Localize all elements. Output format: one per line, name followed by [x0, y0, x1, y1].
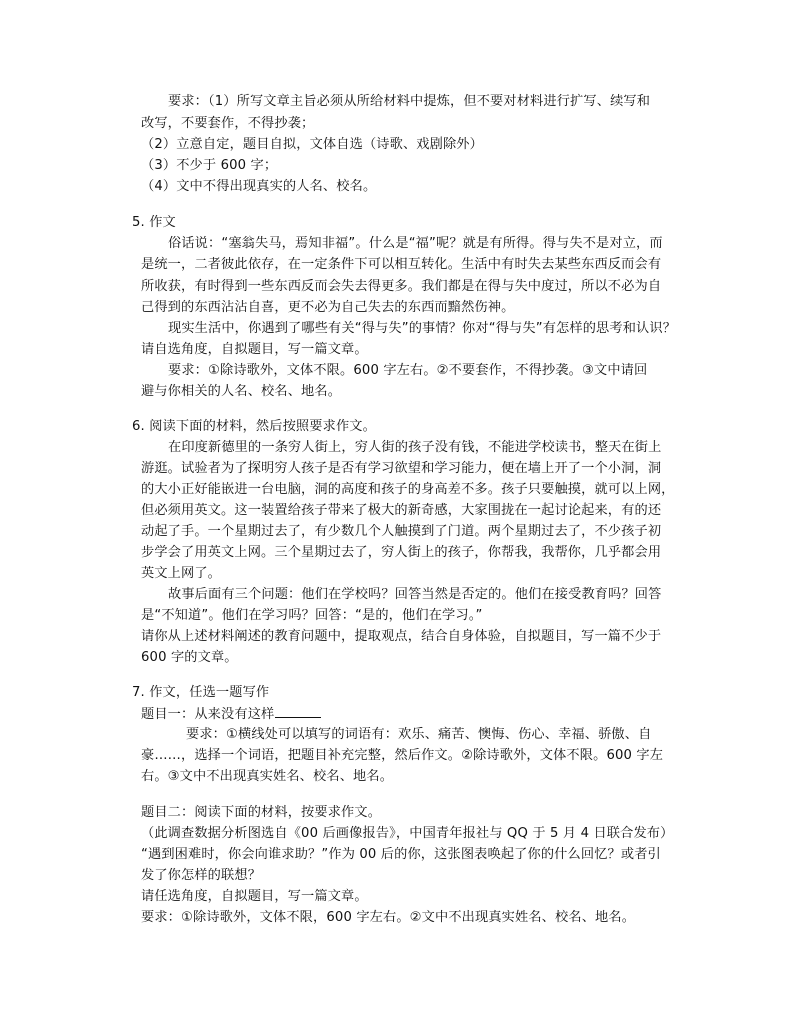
q7-topic-two-line: （此调查数据分析图选自《00 后画像报告》，中国青年报社与 QQ 于 5 月 4 日联合发布）	[141, 826, 674, 841]
q6-paragraph-line: 步学会了用英文上网。三个星期过去了，穷人街上的孩子，你帮我，我帮你，几乎都会用	[141, 545, 662, 560]
q6-paragraph-line: 的大小正好能嵌进一台电脑，洞的高度和孩子的身高差不多。孩子只要触摸，就可以上网，	[141, 482, 675, 497]
q7-topic-one-requirements-line: 豪……，选择一个词语，把题目补充完整，然后作文。②除诗歌外，文体不限。600 字左	[141, 748, 664, 763]
q6-paragraph-line: 英文上网了。	[141, 566, 222, 581]
q7-topic-one-title	[141, 703, 321, 725]
q5-paragraph-line: 是统一，二者彼此依存，在一定条件下可以相互转化。生活中有时失去某些东西反而会有	[141, 257, 662, 272]
q5-paragraph-line: 请自选角度，自拟题目，写一篇文章。	[141, 342, 368, 357]
q5-paragraph-line: 现实生活中，你遇到了哪些有关“得与失”的事情？你对“得与失”有怎样的思考和认识？	[168, 321, 677, 336]
q5-paragraph-line: 俗话说：“塞翁失马，焉知非福”。什么是“福”呢？就是有所得。得与失不是对立，而	[168, 236, 663, 251]
q6-paragraph-line: 是“不知道”。他们在学习吗？回答：“是的，他们在学习。”	[141, 608, 483, 623]
q6-paragraph-line: 游逛。试验者为了探明穷人孩子是否有学习欲望和学习能力，便在墙上开了一个小洞，洞	[141, 461, 662, 476]
requirements-line-2: 改写，不要套作，不得抄袭；	[141, 116, 315, 131]
q5-requirements-line: 避与你相关的人名、校名、地名。	[141, 384, 342, 399]
requirements-line-5: （4）文中不得出现真实的人名、校名。	[141, 179, 377, 194]
q5-paragraph-line: 所收获，有时得到一些东西反而会失去得更多。我们都是在得与失中度过，所以不必为自	[141, 279, 662, 294]
q7-topic-two-title: 题目二：阅读下面的材料，按要求作文。	[141, 805, 382, 820]
q6-paragraph-line: 在印度新德里的一条穷人街上，穷人街的孩子没有钱，不能进学校读书，整天在街上	[168, 440, 662, 455]
q6-paragraph-line: 动起了手。一个星期过去了，有少数几个人触摸到了门道。两个星期过去了，不少孩子初	[141, 524, 662, 539]
q5-requirements-line: 要求：①除诗歌外，文体不限。600 字左右。②不要套作，不得抄袭。③文中请回	[168, 363, 648, 378]
q5-heading: 5. 作文	[132, 215, 176, 230]
q7-topic-two-requirements-line: 要求：①除诗歌外，文体不限，600 字左右。②文中不出现真实姓名、校名、地名。	[141, 910, 636, 925]
requirements-line-1: 要求：（1）所写文章主旨必须从所给材料中提炼，但不要对材料进行扩写、续写和	[168, 94, 651, 109]
q7-topic-one-requirements-line: 右。③文中不出现真实姓名、校名、地名。	[141, 769, 394, 784]
q6-paragraph-line: 故事后面有三个问题：他们在学校吗？回答当然是否定的。他们在接受教育吗？回答	[168, 587, 662, 602]
q7-topic-two-line: 请任选角度，自拟题目，写一篇文章。	[141, 889, 368, 904]
q6-prompt-line: 请你从上述材料阐述的教育问题中，提取观点，结合自身体验，自拟题目，写一篇不少于	[141, 629, 662, 644]
q7-topic-two-line: 发了你怎样的联想？	[141, 868, 262, 883]
q5-paragraph-line: 己得到的东西沾沾自喜，更不必为自己失去的东西而黯然伤神。	[141, 300, 515, 315]
q7-topic-one-title-text: 题目一：从来没有这样	[141, 707, 275, 722]
fill-in-blank-line	[275, 703, 321, 718]
requirements-line-4: （3）不少于 600 字；	[141, 158, 278, 173]
q7-topic-one-requirements-line: 要求：①横线处可以填写的词语有：欢乐、痛苦、懊悔、伤心、幸福、骄傲、自	[186, 727, 652, 742]
requirements-line-3: （2）立意自定，题目自拟，文体自选（诗歌、戏剧除外）	[141, 137, 483, 152]
q7-heading: 7. 作文，任选一题写作	[132, 685, 270, 700]
q6-paragraph-line: 但必须用英文。这一装置给孩子带来了极大的新奇感，大家围拢在一起讨论起来，有的还	[141, 503, 662, 518]
q6-prompt-line: 600 字的文章。	[141, 650, 238, 665]
q6-heading: 6. 阅读下面的材料，然后按照要求作文。	[132, 419, 376, 434]
q7-topic-two-line: “遇到困难时，你会向谁求助？”作为 00 后的你，这张图表唤起了你的什么回忆？或者引	[141, 847, 661, 862]
